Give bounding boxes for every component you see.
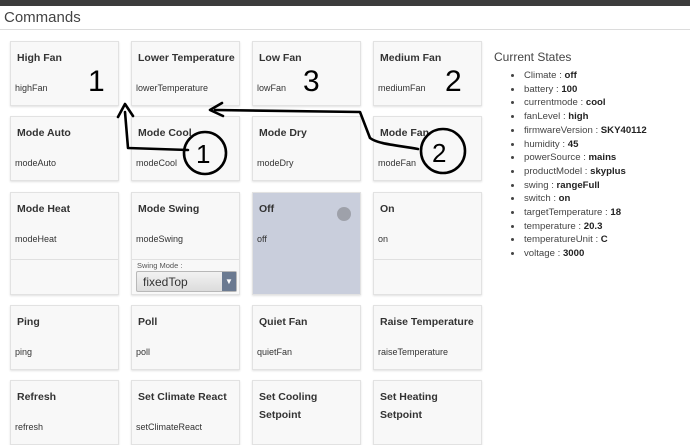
state-value: 3000 (562, 248, 585, 260)
annotation-number-2: 2 (445, 65, 462, 98)
command-lower-temperature[interactable] (131, 41, 240, 106)
annotation-circle-number-1: 1 (196, 139, 211, 169)
command-name: Off (259, 203, 275, 215)
state-value: SKY40112 (600, 124, 647, 136)
current-states-title: Current States (494, 50, 572, 64)
state-key: currentmode (524, 97, 578, 109)
command-name: Mode Heat (17, 203, 71, 215)
state-value: rangeFull (556, 179, 600, 191)
command-mode-auto[interactable] (10, 116, 119, 181)
command-id: lowerTemperature (136, 83, 209, 93)
command-id: modeFan (378, 158, 417, 168)
state-value: cool (585, 97, 606, 109)
command-id: poll (136, 347, 151, 357)
state-item-temperature: temperature : 20.3 (511, 220, 684, 234)
state-item-temperatureunit: temperatureUnit : C (511, 233, 684, 247)
command-id: raiseTemperature (378, 347, 449, 357)
command-off[interactable] (252, 192, 361, 295)
command-id: highFan (15, 83, 48, 93)
state-item-powersource: powerSource : mains (511, 151, 684, 165)
command-name: Ping (17, 316, 40, 328)
command-id: on (378, 234, 389, 244)
command-name: Lower Temperature (138, 52, 235, 64)
command-refresh[interactable] (10, 380, 119, 445)
command-name: Raise Temperature (380, 316, 474, 328)
state-item-climate: Climate : off (511, 69, 684, 83)
command-high-fan[interactable] (10, 41, 119, 106)
state-key: swing (524, 179, 549, 191)
command-name: Refresh (17, 391, 57, 403)
state-key: switch (524, 193, 551, 205)
command-id: quietFan (257, 347, 293, 357)
command-id: mediumFan (378, 83, 426, 93)
command-name: Mode Fan (380, 127, 429, 139)
command-name: Mode Auto (17, 127, 71, 139)
command-id: setClimateReact (136, 422, 203, 432)
command-name: Poll (138, 316, 158, 328)
command-name: Low Fan (259, 52, 302, 64)
state-item-fanlevel: fanLevel : high (511, 110, 684, 124)
state-value: mains (588, 152, 617, 164)
card-divider (374, 259, 481, 260)
annotation-number-3: 3 (303, 65, 320, 98)
state-value: 45 (567, 138, 579, 150)
swing-mode-select[interactable] (136, 271, 237, 292)
state-value: 20.3 (583, 220, 603, 232)
state-key: targetTemperature (524, 207, 603, 219)
command-name: Medium Fan (380, 52, 442, 64)
command-name: Set Heating Setpoint (380, 391, 438, 421)
command-medium-fan[interactable] (373, 41, 482, 106)
command-name: Mode Dry (259, 127, 307, 139)
command-name: Mode Swing (138, 203, 200, 215)
card-divider (132, 259, 239, 260)
command-id: modeSwing (136, 234, 184, 244)
command-mode-heat[interactable] (10, 192, 119, 295)
state-item-switch: switch : on (511, 192, 684, 206)
command-id: off (257, 234, 267, 244)
state-key: fanLevel (524, 111, 561, 123)
state-value: C (600, 234, 608, 246)
state-item-battery: battery : 100 (511, 83, 684, 97)
state-value: off (564, 70, 577, 81)
command-set-heating-setpoint[interactable] (373, 380, 482, 445)
state-item-productmodel: productModel : skyplus (511, 165, 684, 179)
command-id: lowFan (257, 83, 287, 93)
state-key: temperature (524, 220, 576, 232)
command-id: modeHeat (15, 234, 57, 244)
command-mode-swing[interactable] (131, 192, 240, 295)
state-item-targettemperature: targetTemperature : 18 (511, 206, 684, 220)
command-name: Mode Cool (138, 127, 192, 139)
command-mode-cool[interactable] (131, 116, 240, 181)
swing-mode-label: Swing Mode : (137, 261, 183, 270)
command-id: ping (15, 347, 33, 357)
command-mode-fan[interactable] (373, 116, 482, 181)
state-value: 18 (610, 207, 622, 219)
current-states-list (494, 69, 684, 261)
state-value: 100 (561, 83, 578, 95)
state-key: productModel (524, 165, 583, 177)
card-divider (11, 259, 118, 260)
command-quiet-fan[interactable] (252, 305, 361, 370)
command-raise-temperature[interactable] (373, 305, 482, 370)
command-id: refresh (15, 422, 44, 432)
state-key: Climate (524, 70, 557, 81)
command-id: modeCool (136, 158, 178, 168)
command-name: Quiet Fan (259, 316, 308, 328)
state-value: high (568, 111, 589, 123)
command-id: modeAuto (15, 158, 57, 168)
state-key: voltage (524, 248, 555, 260)
annotation-number-1: 1 (88, 65, 105, 98)
state-item-currentmode: currentmode : cool (511, 96, 684, 110)
page-title: Commands (4, 9, 81, 26)
state-item-humidity: humidity : 45 (511, 138, 684, 152)
command-id: modeDry (257, 158, 294, 168)
command-name: High Fan (17, 52, 62, 64)
command-set-cooling-setpoint[interactable] (252, 380, 361, 445)
status-dot-icon (337, 207, 351, 221)
state-key: humidity (524, 138, 560, 150)
state-item-voltage: voltage : 3000 (511, 247, 684, 261)
state-value: skyplus (590, 165, 626, 177)
state-key: powerSource (524, 152, 581, 164)
command-poll[interactable] (131, 305, 240, 370)
chevron-down-icon[interactable]: ▼ (222, 272, 236, 291)
command-ping[interactable] (10, 305, 119, 370)
command-set-climate-react[interactable] (131, 380, 240, 445)
state-value: on (558, 193, 571, 205)
command-on[interactable] (373, 192, 482, 295)
current-states-panel (494, 50, 684, 261)
state-item-swing: swing : rangeFull (511, 179, 684, 193)
command-name: Set Cooling Setpoint (259, 391, 318, 421)
state-key: temperatureUnit (524, 234, 593, 246)
command-name: On (380, 203, 395, 215)
annotation-circle-number-2: 2 (432, 138, 447, 168)
swing-mode-value: fixedTop (143, 275, 188, 289)
command-name: Set Climate React (138, 391, 227, 403)
state-item-firmwareversion: firmwareVersion : SKY40112 (511, 124, 684, 138)
command-mode-dry[interactable] (252, 116, 361, 181)
state-key: firmwareVersion (524, 124, 593, 136)
state-key: battery (524, 83, 554, 95)
command-low-fan[interactable] (252, 41, 361, 106)
